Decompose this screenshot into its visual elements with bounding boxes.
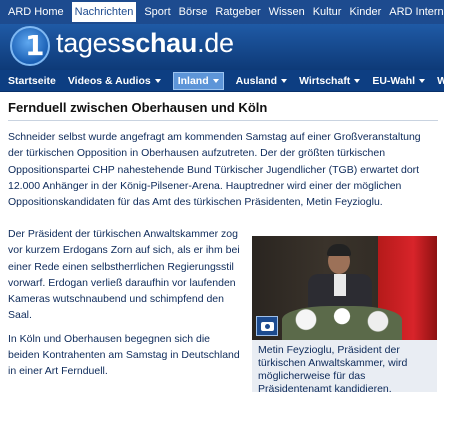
chevron-down-icon	[281, 79, 287, 83]
nav-label: Ausland	[235, 74, 278, 87]
nav-ausland[interactable]	[236, 75, 287, 87]
topnav-nachrichten[interactable]: Nachrichten	[72, 2, 137, 22]
wordmark-suffix: .de	[197, 28, 234, 58]
topnav-wissen[interactable]: Wissen	[268, 6, 305, 18]
nav-label: Wirtschaft	[299, 74, 351, 87]
topnav-ard-home[interactable]: ARD Home	[8, 6, 64, 18]
topnav-sport[interactable]: Sport	[144, 6, 171, 18]
photo-image[interactable]	[252, 236, 437, 340]
nav-label: Videos & Audios	[67, 74, 151, 87]
topnav-kinder[interactable]: Kinder	[349, 6, 382, 18]
nav-videos-audios[interactable]	[68, 75, 161, 87]
article-paragraph-1: Schneider selbst wurde angefragt am kommenden Samstag auf einer Großveranstaltung der türkischen Opposition in Oberhausen aufzutreten. Der der größten türkischen Oppositionspartei CHP nahestehende Bund Türkischer Jugendlicher (TGB) erwartet dort 12.000 Anhänger in der König-Pilsener-Arena. Hauptredner wird einer der möglichen Oppositionskandidaten für das Amt des türkischen Präsidenten, Metin Feyzioglu.	[8, 131, 421, 209]
nav-startseite[interactable]	[8, 75, 56, 87]
site-header	[0, 24, 444, 70]
article-left-column	[8, 226, 244, 387]
article-paragraph-3: In Köln und Oberhausen begegnen sich die beiden Kontrahenten am Samstag in Deutschland in einer Art Fernduell.	[8, 332, 240, 378]
camera-icon[interactable]	[256, 316, 278, 336]
chevron-down-icon	[213, 79, 219, 83]
nav-label: Startseite	[8, 74, 56, 87]
photo-speaker-hair	[327, 244, 351, 256]
nav-inland[interactable]	[173, 72, 224, 90]
photo-speaker-collar	[334, 274, 346, 296]
top-navigation	[0, 0, 444, 24]
chevron-down-icon	[354, 79, 360, 83]
nav-label: Wahla	[437, 74, 468, 87]
topnav-ratgeber[interactable]: Ratgeber	[215, 6, 261, 18]
article-photo[interactable]	[252, 236, 437, 395]
nav-wahla[interactable]	[437, 75, 468, 87]
tagesschau-wordmark[interactable]	[56, 28, 234, 59]
topnav-kultur[interactable]: Kultur	[312, 6, 342, 18]
nav-wirtschaft[interactable]	[299, 75, 360, 87]
nav-label: EU-Wahl	[372, 74, 416, 87]
ard-logo-icon[interactable]	[10, 26, 50, 66]
main-navigation	[0, 70, 468, 92]
topnav-ard-intern[interactable]: ARD Intern	[389, 6, 444, 18]
wordmark-bold: schau	[120, 28, 198, 58]
topnav-boerse[interactable]: Börse	[178, 6, 208, 18]
wordmark-prefix: tages	[56, 28, 121, 58]
camera-body	[261, 322, 274, 331]
nav-eu-wahl[interactable]	[372, 75, 425, 87]
article-headline: Fernduell zwischen Oberhausen und Köln	[8, 100, 438, 121]
photo-caption: Metin Feyzioglu, Präsident der türkischen Anwaltskammer, wird möglicherweise für das Präsidentenamt kandidieren.	[252, 340, 437, 392]
logo-digit: 1	[25, 29, 45, 62]
nav-label: Inland	[177, 74, 209, 87]
article-paragraph-2: Der Präsident der türkischen Anwaltskammer zog vor kurzem Erdogans Zorn auf sich, als er ihm bei einer Rede einen selbstherrlichen Regierungsstil vorwarf. Erdogan verließ daraufhin vor laufenden Kameras wutschnaubend und schimpfend den Saal.	[8, 228, 240, 322]
chevron-down-icon	[155, 79, 161, 83]
photo-flowers	[282, 306, 402, 340]
chevron-down-icon	[419, 79, 425, 83]
article-content	[8, 100, 438, 210]
